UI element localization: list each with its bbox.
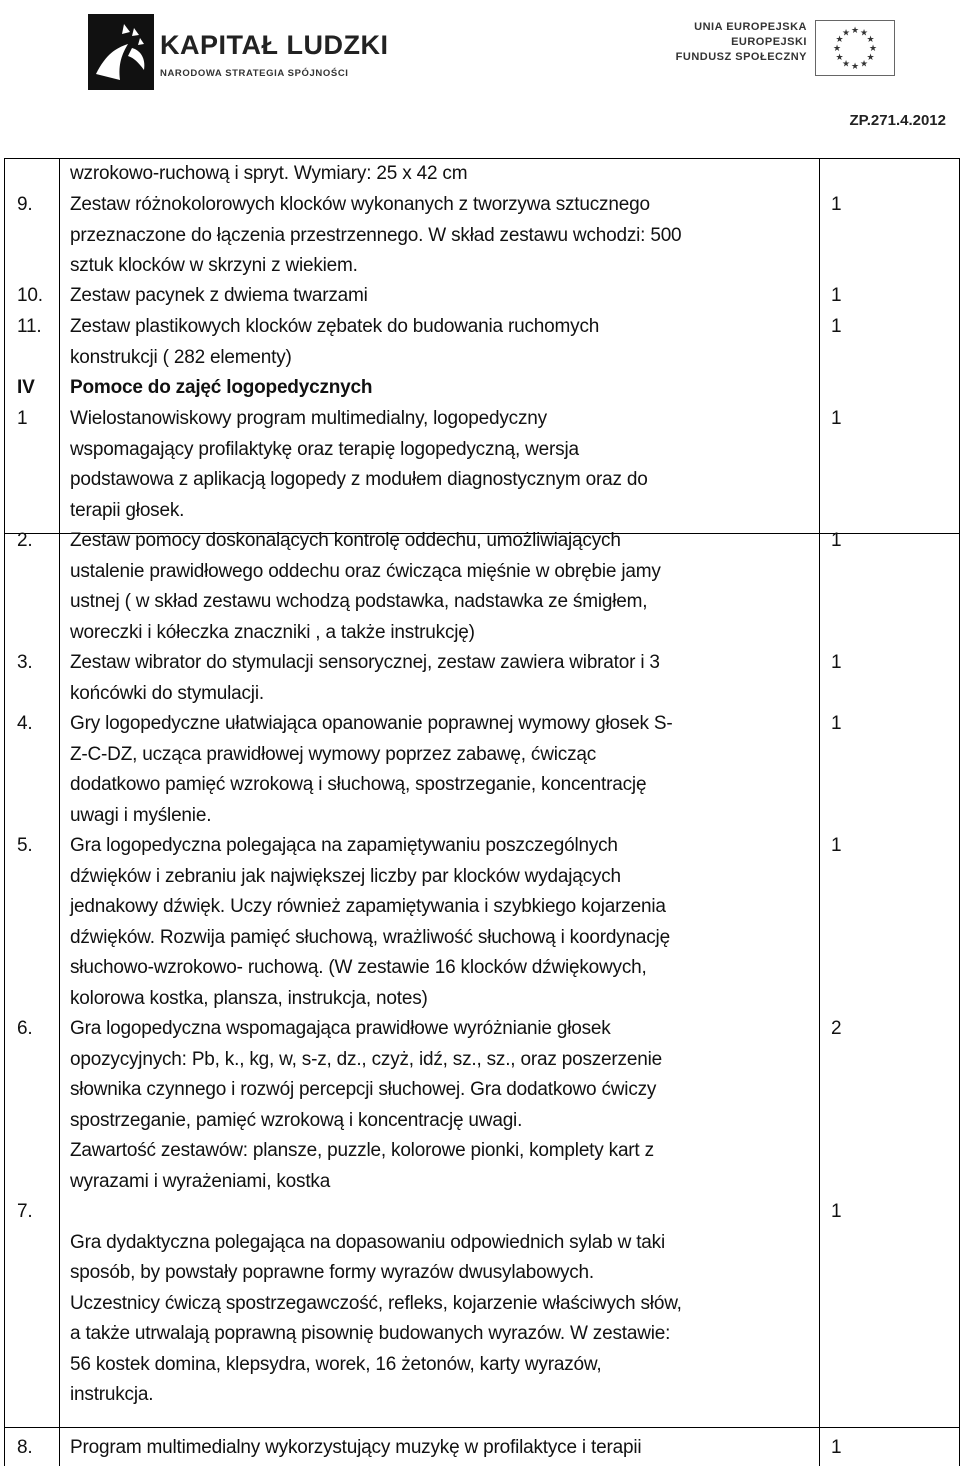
svg-text:★: ★ — [866, 53, 875, 63]
row-description — [70, 709, 818, 831]
description-line: Program multimedialny wykorzystujący muzykę w profilaktyce i terapii — [70, 1437, 642, 1458]
row-number: 8. — [17, 1437, 33, 1458]
row-quantity: 1 — [831, 530, 842, 551]
description-line: kolorowa kostka, plansza, instrukcja, notes) — [70, 987, 428, 1009]
svg-text:★: ★ — [832, 44, 842, 54]
description-line: Uczestnicy ćwiczą spostrzegawczość, refleks, kojarzenie właściwych słów, — [70, 1292, 682, 1314]
description-line: Z-C-DZ, ucząca prawidłowej wymowy poprzez zabawę, ćwicząc — [70, 743, 597, 765]
row-number: 1 — [17, 408, 28, 429]
row-quantity: 1 — [831, 652, 842, 673]
row-number: 3. — [17, 652, 33, 673]
row-description — [70, 1433, 818, 1464]
eu-logo-text — [665, 20, 807, 65]
eu-logo-line: FUNDUSZ SPOŁECZNY — [675, 51, 807, 63]
description-line: słuchowo-wzrokowo- ruchową. (W zestawie 16 klocków dźwiękowych, — [70, 957, 647, 978]
row-description — [70, 1014, 818, 1197]
row-description — [70, 1197, 818, 1411]
description-line: ustnej ( w skład zestawu wchodzą podstawka, nadstawka ze śmigłem, — [70, 591, 648, 612]
svg-text:★: ★ — [835, 53, 844, 63]
row-description — [70, 190, 818, 282]
description-line: Zawartość zestawów: plansze, puzzle, kolorowe pionki, komplety kart z — [70, 1140, 654, 1161]
description-line: jednakowy dźwięk. Uczy również zapamiętywania i szybkiego kojarzenia — [70, 896, 666, 917]
description-line: opozycyjnych: Pb, k., kg, w, s-z, dz., czyż, idź, sz., sz., oraz poszerzenie — [70, 1048, 662, 1070]
kapital-ludzki-emblem-icon — [88, 14, 154, 90]
description-line: konstrukcji ( 282 elementy) — [70, 346, 292, 368]
row-number: 11. — [17, 316, 42, 337]
description-line: spostrzeganie, pamięć wzrokową i koncentrację uwagi. — [70, 1109, 523, 1131]
description-line: wzrokowo-ruchową i spryt. Wymiary: 25 x 42 cm — [70, 163, 468, 184]
document-reference-number: ZP.271.4.2012 — [849, 112, 946, 129]
description-line: Gra logopedyczna wspomagająca prawidłowe wyróżnianie głosek — [70, 1018, 611, 1039]
row-description — [70, 312, 818, 373]
description-line: Gra logopedyczna polegająca na zapamiętywaniu poszczególnych — [70, 835, 618, 856]
row-description — [70, 404, 818, 526]
page-header — [0, 0, 960, 150]
description-line: Zestaw pomocy doskonalących kontrolę oddechu, umożliwiających — [70, 530, 621, 551]
row-quantity: 1 — [831, 316, 842, 337]
row-quantity: 1 — [831, 1437, 842, 1458]
row-number: 7. — [17, 1201, 33, 1222]
description-line: sztuk klocków w skrzyni z wiekiem. — [70, 255, 358, 276]
description-line: Pomoce do zajęć logopedycznych — [70, 377, 373, 398]
description-line: uwagi i myślenie. — [70, 804, 212, 826]
row-description — [70, 648, 818, 709]
svg-text:★: ★ — [868, 44, 878, 54]
description-line: Zestaw pacynek z dwiema twarzami — [70, 285, 368, 306]
row-divider — [5, 1427, 959, 1428]
eu-logo — [665, 20, 895, 80]
description-line: woreczki i kółeczka znaczniki , a także instrukcję) — [70, 621, 475, 643]
row-quantity: 1 — [831, 1201, 842, 1222]
row-number: 10. — [17, 285, 43, 306]
row-quantity: 1 — [831, 408, 842, 429]
svg-text:★: ★ — [850, 26, 860, 36]
description-line — [70, 1197, 818, 1228]
row-quantity: 1 — [831, 194, 842, 215]
kapital-ludzki-name: KAPITAŁ LUDZKI — [160, 30, 389, 60]
row-quantity: 1 — [831, 835, 842, 856]
svg-text:★: ★ — [866, 35, 875, 45]
row-description — [70, 281, 818, 312]
description-line: Gra dydaktyczna polegająca na dopasowaniu odpowiednich sylab w taki — [70, 1231, 665, 1253]
description-line: a także utrwalają poprawną pisownię budowanych wyrazów. W zestawie: — [70, 1323, 671, 1344]
description-line: 56 kostek domina, klepsydra, worek, 16 żetonów, karty wyrazów, — [70, 1353, 602, 1375]
description-line: dźwięków. Rozwija pamięć słuchową, wrażliwość słuchową i koordynację — [70, 926, 670, 948]
svg-text:★: ★ — [859, 28, 869, 39]
row-number: 9. — [17, 194, 33, 215]
svg-text:★: ★ — [841, 28, 851, 39]
description-line: Zestaw różnokolorowych klocków wykonanych z tworzywa sztucznego — [70, 194, 650, 215]
description-line: Zestaw plastikowych klocków zębatek do budowania ruchomych — [70, 316, 600, 337]
description-line: podstawowa z aplikacją logopedy z modułem diagnostycznym oraz do — [70, 469, 648, 490]
row-description — [70, 831, 818, 1014]
description-line: dodatkowo pamięć wzrokową i słuchową, spostrzeganie, koncentrację — [70, 774, 647, 795]
description-line: ustalenie prawidłowego oddechu oraz ćwicząca mięśnie w obrębie jamy — [70, 560, 661, 582]
row-number: 6. — [17, 1018, 33, 1039]
row-quantity: 1 — [831, 285, 842, 306]
description-line: Gry logopedyczne ułatwiająca opanowanie poprawnej wymowy głosek S- — [70, 713, 673, 734]
column-divider — [819, 159, 820, 1466]
description-line: sposób, by powstały poprawne formy wyrazów dwusylabowych. — [70, 1262, 595, 1283]
eu-flag-icon — [815, 20, 895, 76]
description-line: terapii głosek. — [70, 499, 185, 521]
svg-text:★: ★ — [859, 59, 869, 70]
description-line: instrukcja. — [70, 1384, 154, 1405]
description-line: Wielostanowiskowy program multimedialny, logopedyczny — [70, 408, 547, 429]
svg-text:★: ★ — [841, 59, 851, 70]
description-line: słownika czynnego i rozwój percepcji słuchowej. Gra dodatkowo ćwiczy — [70, 1079, 657, 1100]
kapital-ludzki-logo — [88, 14, 389, 90]
kapital-ludzki-subtitle: NARODOWA STRATEGIA SPÓJNOŚCI — [160, 68, 349, 79]
description-line: Zestaw wibrator do stymulacji sensorycznej, zestaw zawiera wibrator i 3 — [70, 652, 660, 673]
eu-logo-line: UNIA EUROPEJSKA — [694, 21, 807, 33]
row-number: 4. — [17, 713, 33, 734]
section-title — [70, 373, 818, 404]
description-line: wspomagający profilaktykę oraz terapię logopedyczną, wersja — [70, 438, 579, 460]
row-description — [70, 526, 818, 648]
section-number: IV — [17, 377, 35, 398]
row-quantity: 1 — [831, 713, 842, 734]
eu-logo-line: EUROPEJSKI — [731, 36, 807, 48]
row-number: 2. — [17, 530, 33, 551]
svg-text:★: ★ — [850, 62, 860, 72]
description-line: przeznaczone do łączenia przestrzennego. W skład zestawu wchodzi: 500 — [70, 224, 682, 246]
svg-text:★: ★ — [835, 35, 844, 45]
column-divider — [59, 159, 60, 1466]
row-description — [70, 159, 818, 190]
row-number: 5. — [17, 835, 33, 856]
description-line: dźwięków i zebraniu jak największej liczby par klocków wydających — [70, 865, 621, 887]
row-quantity: 2 — [831, 1018, 842, 1039]
description-line: wyrazami i wyrażeniami, kostka — [70, 1170, 331, 1192]
description-line: końcówki do stymulacji. — [70, 682, 264, 704]
items-table — [4, 158, 960, 1466]
